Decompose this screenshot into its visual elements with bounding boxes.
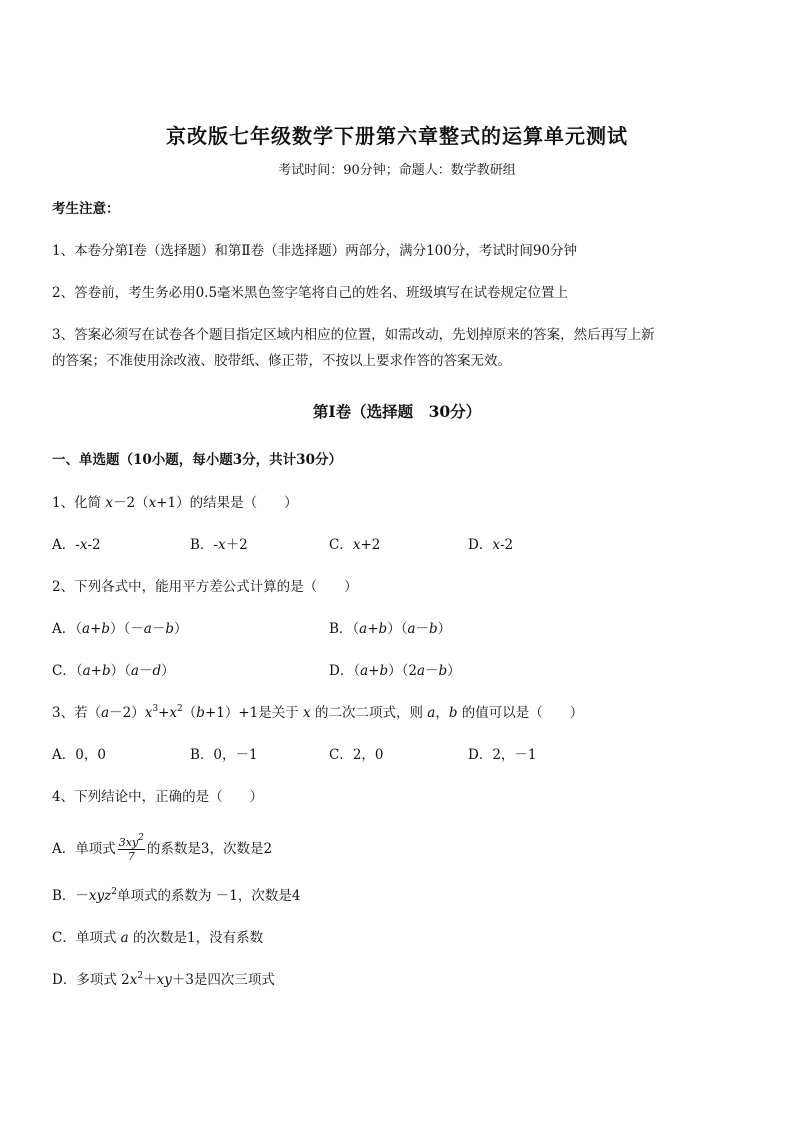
question-1-stem: 1、化简 x－2（x+1）的结果是（ ） [52, 495, 298, 511]
page-title: 京改版七年级数学下册第六章整式的运算单元测试 [166, 124, 628, 148]
question-3-option-c: C．2，0 [329, 747, 384, 763]
question-4-stem: 4、下列结论中，正确的是（ ） [52, 789, 264, 805]
question-1-option-d: D．x-2 [468, 537, 514, 553]
question-4-option-d: D．多项式 $2x^2+xy+3$是四次三项式 [52, 971, 275, 988]
question-2-option-a: A．（a+b）（－a－b） [52, 621, 188, 637]
question-2-option-b: B．（a+b）（a－b） [329, 621, 452, 637]
notice-item-3: 3、答案必须写在试卷各个题目指定区域内相应的位置，如需改动，先划掉原来的答案，然后再写上新 [52, 327, 655, 343]
notice-item-3-continued: 的答案；不准使用涂改液、胶带纸、修正带，不按以上要求作答的答案无效。 [52, 353, 511, 369]
section-title: 第Ⅰ卷（选择题 30分） [312, 402, 482, 421]
question-4-option-b: B．－xyz$^2$单项式的系数为 －1，次数是4 [52, 887, 301, 904]
part-heading: 一、单选题（10小题，每小题3分，共计30分） [52, 452, 342, 468]
question-2-stem: 2、下列各式中，能用平方差公式计算的是（ ） [52, 579, 358, 595]
question-3-stem: 3、若$(a-2)x^3+x^2(b+1)+1$是关于 x 的二次二项式，则 a，b 的值可以是（ ） [52, 704, 584, 721]
notice-item-1: 1、本卷分第Ⅰ卷（选择题）和第Ⅱ卷（非选择题）两部分，满分100分，考试时间90分钟 [52, 243, 578, 259]
question-3-option-a: A．0，0 [52, 747, 106, 763]
notice-heading: 考生注意： [52, 201, 120, 217]
question-2-option-c: C．（a+b）（a－d） [52, 663, 175, 679]
question-3-option-b: B．0，－1 [190, 747, 258, 763]
question-2-option-d: D．（a+b）（2a－b） [329, 663, 461, 679]
notice-item-2: 2、答卷前，考生务必用0.5毫米黑色签字笔将自己的姓名、班级填写在试卷规定位置上 [52, 285, 569, 301]
fraction: $\frac{3xy^2}{7}$ [118, 833, 144, 863]
question-4-option-c: C．单项式 a 的次数是1，没有系数 [52, 930, 264, 946]
question-4-option-a: A．单项式 $\frac{3xy^2}{7}$ 的系数是3，次数是2 [52, 833, 273, 863]
question-3-option-d: D．2，－1 [468, 747, 537, 763]
question-1-option-a: A．-x-2 [52, 537, 101, 553]
question-1-option-b: B．-x＋2 [190, 537, 248, 553]
question-1-option-c: C．x+2 [329, 537, 381, 553]
exam-info: 考试时间：90分钟；命题人：数学教研组 [278, 163, 516, 178]
